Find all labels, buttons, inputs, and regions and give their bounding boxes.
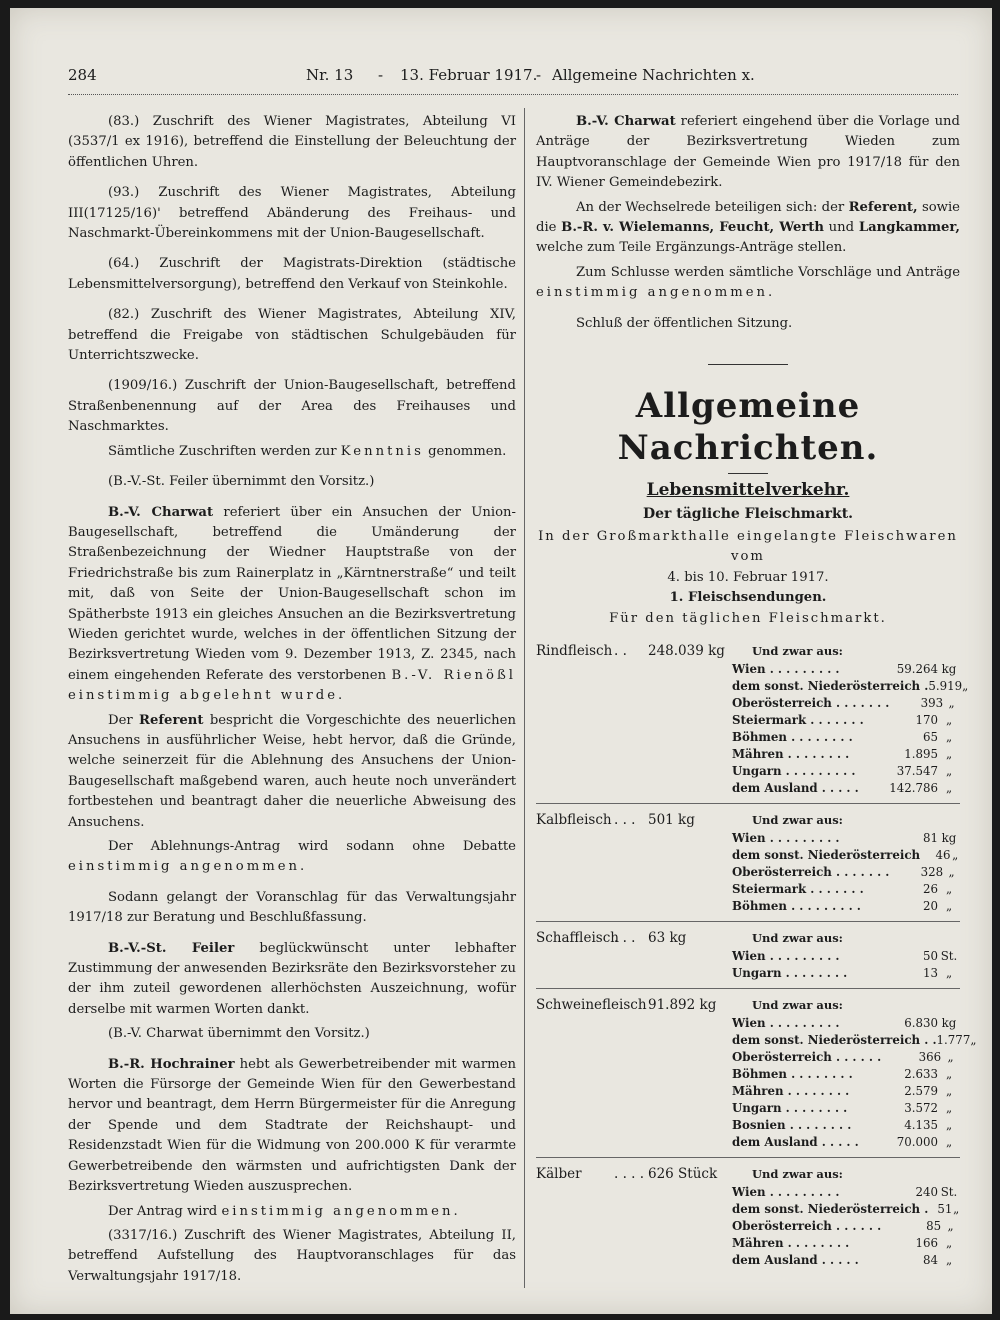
text: genommen.: [428, 443, 507, 459]
meat-name: Rindfleisch: [536, 642, 613, 659]
origin-row: [732, 780, 960, 797]
origin-value: 6.830: [904, 1015, 938, 1030]
paragraph: Sodann gelangt der Voranschlag für das Verwaltungsjahr 1917/18 zur Beratung und Beschlußfassung.: [68, 889, 516, 926]
meat-category: [536, 988, 977, 1151]
origin-value: 142.786: [889, 780, 938, 795]
spaced-text: einstimmig angenommen.: [221, 1203, 461, 1219]
subsection-title: Lebensmittelverkehr.: [646, 480, 850, 501]
origin-unit: kg: [941, 1015, 957, 1030]
origin-row: [732, 661, 960, 678]
origin-label: Und zwar aus:: [752, 812, 843, 827]
origin-unit: „: [945, 712, 953, 727]
origin-value: 46: [935, 847, 951, 862]
origin-row: [732, 948, 960, 965]
paragraph: (B.-V.-St. Feiler übernimmt den Vorsitz.): [108, 474, 375, 490]
origin-name: Oberösterreich . . . . . .: [732, 1218, 882, 1233]
leader-dots: . . . .: [614, 1165, 645, 1182]
origin-row: [732, 847, 960, 864]
paragraph: [68, 939, 516, 1021]
origin-unit: St.: [940, 948, 958, 963]
origin-value: 170: [915, 712, 938, 727]
origin-row: [732, 965, 960, 982]
text: Sämtliche Zuschriften werden zur: [108, 443, 337, 459]
paragraph: [536, 263, 960, 304]
origin-row: [732, 1235, 960, 1252]
origin-unit: „: [945, 1117, 953, 1132]
origin-unit: „: [945, 1083, 953, 1098]
paragraph: [68, 503, 516, 707]
text: referiert eingehend über die Vorlage und Anträge der Bezirksvertretung Wieden zum Hauptvoranschlage der Gemeinde Wien pro 1917/18 für den IV. Wiener Gemeindebezirk.: [536, 114, 960, 191]
origin-name: Ungarn . . . . . . . .: [732, 1100, 848, 1115]
origin-name: Mähren . . . . . . . .: [732, 1235, 850, 1250]
text: referiert über ein Ansuchen der Union-Baugesellschaft, betreffend die Umänderung der Straßenbezeichnung der Wiedner Hauptstraße von der Friedrichstraße bis zum Rainerplatz in „Kärntnerstraße“ und teilt mit, daß von Seite der Union-Baugesellschaft schon im Spätherbste 1913 ein gleiches Ansuchen an die Bezirksvertretung Wieden gerichtet wurde, welches in der öffentlichen Sitzung der Bezirksvertretung Wieden vom 9. Dezember 1913, Z. 2345, nach einem eingehenden Referate des verstorbenen: [68, 504, 516, 683]
paragraph: [68, 1202, 516, 1222]
origin-name: Bosnien . . . . . . . .: [732, 1117, 852, 1132]
origin-value: 50: [922, 948, 938, 963]
origin-unit: „: [945, 965, 953, 980]
origin-value: 3.572: [904, 1100, 938, 1115]
leader-dots: . . .: [614, 811, 636, 828]
header-separator: -: [536, 66, 542, 84]
origin-name: Ungarn . . . . . . . . .: [732, 763, 856, 778]
section-subheading: Für den täglichen Fleischmarkt.: [609, 610, 887, 626]
meat-category-header: [536, 995, 960, 1015]
paragraph: (1909/16.) Zuschrift der Union-Baugesellschaft, betreffend Straßenbenennung auf der Area des Freihauses und Naschmarktes.: [68, 378, 516, 435]
origin-name: Wien . . . . . . . . .: [732, 1015, 840, 1030]
origin-value: 84: [922, 1252, 938, 1267]
meat-category: [536, 921, 960, 982]
meat-name: Schaffleisch: [536, 929, 619, 946]
origin-row: [732, 1066, 960, 1083]
origin-unit: „: [970, 1032, 977, 1047]
header-separator: -: [378, 66, 384, 84]
section-heading: 1. Fleischsendungen.: [669, 590, 827, 606]
text: Der Antrag wird: [108, 1203, 218, 1219]
speaker-name: B.-V.-St. Feiler: [108, 940, 235, 956]
origin-name: Wien . . . . . . . . .: [732, 948, 840, 963]
origin-value: 1.777: [936, 1032, 971, 1047]
column-rule: [524, 108, 525, 1288]
meat-name: Schweinefleisch: [536, 996, 647, 1013]
meat-total: 248.039 kg: [648, 642, 725, 659]
origin-unit: „: [953, 1201, 960, 1216]
left-column: [68, 112, 516, 1297]
meat-total: 63 kg: [648, 929, 687, 946]
origin-value: 1.895: [904, 746, 938, 761]
meat-name: Kalbfleisch: [536, 811, 612, 828]
origin-row: [732, 1032, 977, 1049]
issue-number: Nr. 13: [306, 66, 354, 84]
section-divider: [708, 364, 788, 365]
origin-name: dem sonst. Niederösterreich . .: [732, 1032, 937, 1047]
origin-name: Wien . . . . . . . . .: [732, 661, 840, 676]
origin-row: [732, 712, 960, 729]
meat-category-header: [536, 928, 960, 948]
intro-date: 4. bis 10. Februar 1917.: [667, 569, 829, 585]
leader-dots: . .: [614, 642, 627, 659]
origin-unit: „: [952, 847, 959, 862]
spaced-text: Kenntnis: [340, 443, 424, 459]
paragraph: (93.) Zuschrift des Wiener Magistrates, Abteilung III(17125/16)' betreffend Abänderung des Freihaus- und Naschmarkt-Übereinkommens mit der Union-Baugesellschaft.: [68, 185, 516, 242]
speaker-name: Referent: [139, 712, 204, 728]
origin-name: Steiermark . . . . . . .: [732, 881, 864, 896]
leader-dots: . . .: [614, 929, 636, 946]
origin-row: [732, 898, 960, 915]
origin-value: 81: [922, 830, 938, 845]
article-title: Der tägliche Fleischmarkt.: [642, 506, 854, 523]
paragraph: (64.) Zuschrift der Magistrats-Direktion (städtische Lebensmittelversorgung), betreffend den Verkauf von Steinkohle.: [68, 256, 516, 292]
spaced-text: einstimmig angenommen.: [536, 285, 776, 301]
origin-name: Wien . . . . . . . . .: [732, 830, 840, 845]
title-divider: [728, 473, 768, 474]
origin-name: Wien . . . . . . . . .: [732, 1184, 840, 1199]
paragraph: [68, 1055, 516, 1198]
speaker-name: B.-R. Hochrainer: [108, 1056, 235, 1072]
meat-total: 501 kg: [648, 811, 695, 828]
origin-value: 2.579: [904, 1083, 938, 1098]
origin-name: Böhmen . . . . . . . .: [732, 729, 853, 744]
meat-category-header: [536, 1164, 960, 1184]
origin-unit: „: [945, 1066, 953, 1081]
paragraph: [68, 711, 516, 833]
origin-unit: St.: [940, 1184, 958, 1199]
speaker-name: B.-V. Charwat: [576, 114, 676, 129]
origin-label: Und zwar aus:: [752, 997, 843, 1012]
origin-row: [732, 695, 960, 712]
origin-row: [732, 1184, 960, 1201]
text: und: [828, 220, 855, 236]
origin-label: Und zwar aus:: [752, 643, 843, 658]
origin-row: [732, 1015, 960, 1032]
origin-name: Böhmen . . . . . . . . .: [732, 898, 861, 913]
origin-value: 59.264: [896, 661, 938, 676]
origin-value: 85: [926, 1218, 942, 1233]
meat-category: [536, 803, 960, 915]
origin-row: [732, 1252, 960, 1269]
paragraph: [536, 198, 960, 259]
origin-value: 240: [915, 1184, 938, 1199]
origin-row: [732, 1100, 960, 1117]
origin-row: [732, 1117, 960, 1134]
origin-value: 328: [920, 864, 944, 879]
text: Der Ablehnungs-Antrag wird sodann ohne Debatte: [108, 839, 516, 854]
origin-unit: kg: [941, 830, 957, 845]
origin-name: Mähren . . . . . . . .: [732, 746, 850, 761]
issue-date: 13. Februar 1917.: [400, 66, 538, 84]
origin-name: dem Ausland . . . . .: [732, 1252, 859, 1267]
origin-name: Oberösterreich . . . . . . .: [732, 864, 890, 879]
leader-dots: [614, 995, 648, 1015]
origin-label: Und zwar aus:: [752, 930, 843, 945]
meat-category: [536, 635, 969, 797]
origin-value: 5.919: [928, 678, 963, 693]
meat-category: [536, 1157, 960, 1269]
speaker-name: B.-V. Charwat: [108, 504, 214, 520]
origin-name: dem sonst. Niederösterreich .: [732, 1201, 929, 1216]
origin-label: Und zwar aus:: [752, 1166, 843, 1181]
origin-row: [732, 1049, 960, 1066]
origin-unit: „: [945, 763, 953, 778]
origin-unit: „: [945, 898, 953, 913]
text: An der Wechselrede beteiligen sich: der: [576, 199, 845, 215]
right-column: [536, 112, 977, 1269]
text: welche zum Teile Ergänzungs-Anträge stellen.: [536, 240, 847, 256]
origin-row: [732, 830, 960, 847]
origin-row: [732, 678, 969, 695]
page-header: [68, 66, 958, 96]
paragraph: [536, 112, 960, 194]
origin-value: 20: [922, 898, 938, 913]
origin-name: dem sonst. Niederösterreich .: [732, 678, 929, 693]
origin-name: dem Ausland . . . . .: [732, 780, 859, 795]
origin-value: 166: [915, 1235, 938, 1250]
text: beglückwünscht unter lebhafter Zustimmung der anwesenden Bezirksräte den Bezirksvorsteher zu der ihm zuteil gewordenen allerhöchsten Auszeichnung, wofür derselbe mit warmen Worten dankt.: [68, 940, 516, 1017]
meat-total: 91.892 kg: [648, 996, 717, 1013]
origin-name: dem Ausland . . . . .: [732, 1134, 859, 1149]
origin-unit: „: [945, 729, 953, 744]
origin-row: [732, 763, 960, 780]
paragraph: (83.) Zuschrift des Wiener Magistrates, Abteilung VI (3537/1 ex 1916), betreffend die Einstellung der Beleuchtung der öffentlichen Uhren.: [68, 114, 516, 170]
paragraph: [68, 837, 516, 878]
origin-value: 13: [922, 965, 938, 980]
meat-table: [536, 635, 977, 1269]
origin-unit: kg: [941, 661, 957, 676]
origin-unit: „: [945, 780, 953, 795]
origin-unit: „: [948, 864, 955, 879]
intro-text: In der Großmarkthalle eingelangte Fleischwaren vom: [538, 528, 958, 565]
paragraph: [68, 442, 516, 462]
origin-value: 51: [937, 1201, 953, 1216]
speaker-name: Referent,: [848, 199, 918, 215]
origin-value: 70.000: [896, 1134, 938, 1149]
meat-category-header: [536, 641, 960, 661]
origin-value: 366: [918, 1049, 942, 1064]
header-rule: [68, 94, 958, 95]
origin-row: [732, 1134, 960, 1151]
origin-row: [732, 864, 960, 881]
meat-name: Kälber: [536, 1165, 582, 1182]
origin-unit: „: [945, 881, 953, 896]
origin-name: Oberösterreich . . . . . .: [732, 1049, 882, 1064]
origin-row: [732, 729, 960, 746]
origin-value: 37.547: [896, 763, 938, 778]
origin-value: 2.633: [904, 1066, 938, 1081]
paragraph: (3317/16.) Zuschrift des Wiener Magistrates, Abteilung II, betreffend Aufstellung des Hauptvoranschlages für das Verwaltungsjahr 1917/18.: [68, 1227, 516, 1284]
origin-unit: „: [945, 1235, 953, 1250]
origin-unit: „: [945, 746, 953, 761]
text: bespricht die Vorgeschichte des neuerlichen Ansuchens in ausführlicher Weise, hebt hervor, daß die Gründe, welche seinerzeit für die Ablehnung des Ansuchens der Union-Baugesellschaft maßgebend waren, auch heute noch unverändert fortbestehen und beantragt daher die neuerliche Abweisung des Ansuchens.: [68, 712, 516, 830]
paragraph: (B.-V. Charwat übernimmt den Vorsitz.): [108, 1026, 370, 1042]
origin-name: Oberösterreich . . . . . . .: [732, 695, 890, 710]
spaced-text: B.-V. Rienößl einstimmig abgelehnt wurde.: [68, 667, 516, 704]
origin-value: 26: [922, 881, 938, 896]
origin-value: 393: [920, 695, 944, 710]
speaker-name: B.-R. v. Wielemanns, Feucht, Werth: [561, 220, 824, 236]
section-title: Allgemeine Nachrichten.: [617, 386, 879, 469]
origin-name: Mähren . . . . . . . .: [732, 1083, 850, 1098]
origin-row: [732, 1083, 960, 1100]
origin-unit: „: [947, 1049, 954, 1064]
origin-row: [732, 746, 960, 763]
origin-value: 4.135: [904, 1117, 938, 1132]
origin-unit: „: [962, 678, 969, 693]
spaced-text: einstimmig angenommen.: [68, 859, 308, 875]
page-number: 284: [68, 66, 97, 84]
origin-row: [732, 1218, 960, 1235]
origin-name: dem sonst. Niederösterreich: [732, 847, 921, 862]
section-name: Allgemeine Nachrichten x.: [552, 66, 755, 84]
text: sowie die: [536, 199, 960, 236]
origin-row: [732, 881, 960, 898]
origin-name: Ungarn . . . . . . . .: [732, 965, 848, 980]
origin-value: 65: [922, 729, 938, 744]
origin-name: Böhmen . . . . . . . .: [732, 1066, 853, 1081]
paragraph: Schluß der öffentlichen Sitzung.: [576, 315, 793, 331]
text: hebt als Gewerbetreibender mit warmen Worten die Fürsorge der Gemeinde Wien für den Gewerbestand hervor und beantragt, dem Herrn Bürgermeister für die Anregung der Spende und dem Stadtrate der Reichshaupt- und Residenzstadt Wien für die Widmung von 200.000 K für verarmte Gewerbetreibende den wärmsten und aufrichtigsten Dank der Bezirksvertretung Wieden auszusprechen.: [68, 1056, 516, 1195]
speaker-name: Langkammer,: [858, 220, 960, 236]
text: Zum Schlusse werden sämtliche Vorschläge und Anträge: [576, 264, 960, 280]
origin-unit: „: [945, 1100, 953, 1115]
meat-total: 626 Stück: [648, 1165, 718, 1182]
origin-unit: „: [945, 1134, 953, 1149]
origin-name: Steiermark . . . . . . .: [732, 712, 864, 727]
origin-unit: „: [948, 695, 955, 710]
text: Der: [108, 712, 133, 728]
origin-row: [732, 1201, 960, 1218]
origin-unit: „: [945, 1252, 953, 1267]
origin-unit: „: [947, 1218, 954, 1233]
paragraph: (82.) Zuschrift des Wiener Magistrates, Abteilung XIV, betreffend die Freigabe von städtischen Schulgebäuden für Unterrichtszwecke.: [68, 307, 516, 364]
meat-category-header: [536, 810, 960, 830]
